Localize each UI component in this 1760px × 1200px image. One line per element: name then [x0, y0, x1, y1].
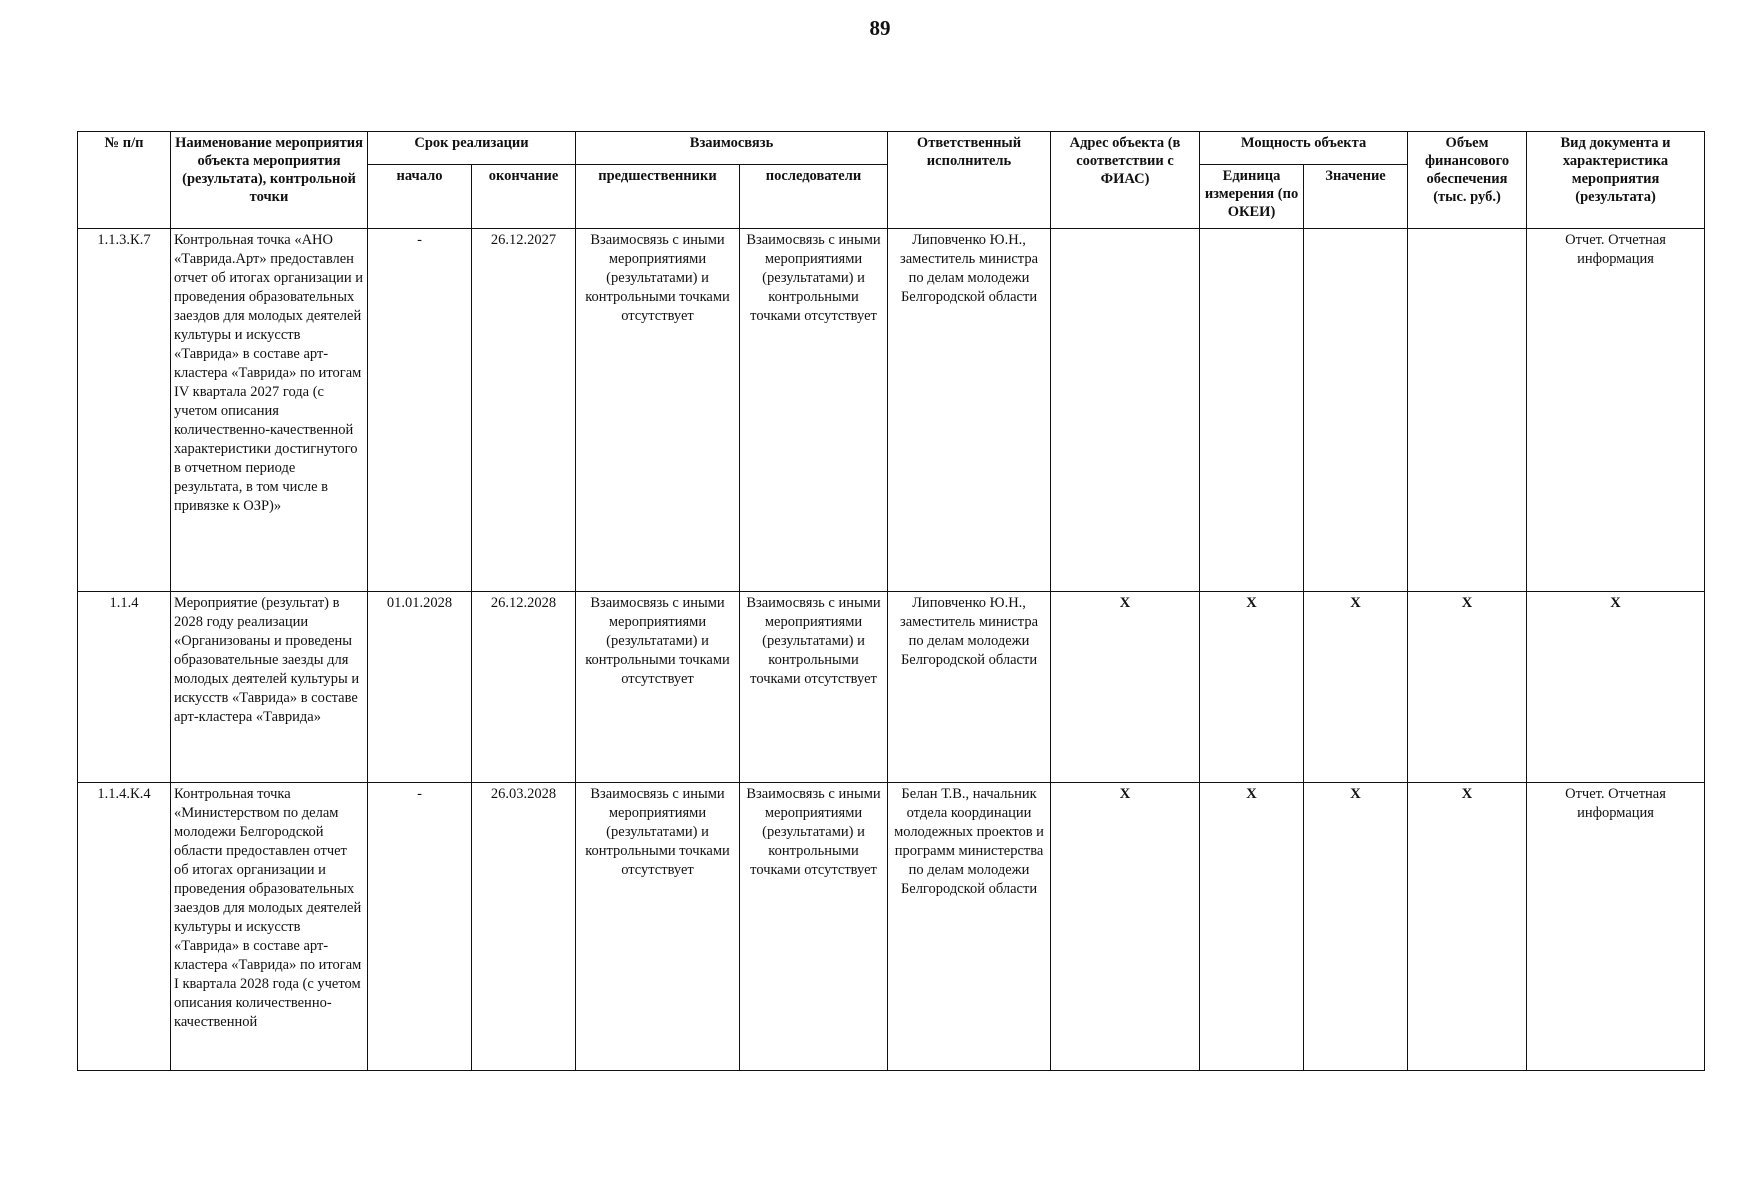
- row-successors: Взаимосвязь с иными мероприятиями (результатами) и контрольными точками отсутствует: [740, 229, 888, 592]
- row-address: X: [1051, 592, 1200, 783]
- plan-table: [77, 131, 1705, 1071]
- row-finance: X: [1408, 783, 1527, 1071]
- row-end: 26.12.2028: [472, 592, 576, 783]
- row-name: Мероприятие (результат) в 2028 году реализации «Организованы и проведены образовательные заезды для молодых деятелей культуры и искусств «Таврида» в составе арт-кластера «Таврида»: [171, 592, 368, 783]
- row-doc: Отчет. Отчетная информация: [1527, 229, 1705, 592]
- header-unit: Единица измерения (по ОКЕИ): [1200, 165, 1304, 229]
- header-relation: Взаимосвязь: [576, 132, 888, 165]
- header-end: окончание: [472, 165, 576, 229]
- header-finance: Объем финансового обеспечения (тыс. руб.): [1408, 132, 1527, 229]
- table-row: [78, 592, 1705, 783]
- row-start: -: [368, 229, 472, 592]
- header-start: начало: [368, 165, 472, 229]
- row-value: X: [1304, 592, 1408, 783]
- header-num: № п/п: [78, 132, 171, 229]
- row-doc: X: [1527, 592, 1705, 783]
- row-responsible: Липовченко Ю.Н., заместитель министра по делам молодежи Белгородской области: [888, 229, 1051, 592]
- row-predecessors: Взаимосвязь с иными мероприятиями (результатами) и контрольными точками отсутствует: [576, 783, 740, 1071]
- row-num: 1.1.3.К.7: [78, 229, 171, 592]
- row-value: X: [1304, 783, 1408, 1071]
- row-end: 26.03.2028: [472, 783, 576, 1071]
- row-responsible: Белан Т.В., начальник отдела координации молодежных проектов и программ министерства по делам молодежи Белгородской области: [888, 783, 1051, 1071]
- header-doc: Вид документа и характеристика мероприятия (результата): [1527, 132, 1705, 229]
- header-period: Срок реализации: [368, 132, 576, 165]
- row-unit: [1200, 229, 1304, 592]
- row-start: -: [368, 783, 472, 1071]
- header-predecessors: предшественники: [576, 165, 740, 229]
- row-finance: [1408, 229, 1527, 592]
- page-number: 89: [869, 16, 891, 40]
- header-capacity: Мощность объекта: [1200, 132, 1408, 165]
- row-num: 1.1.4: [78, 592, 171, 783]
- row-unit: X: [1200, 783, 1304, 1071]
- row-successors: Взаимосвязь с иными мероприятиями (результатами) и контрольными точками отсутствует: [740, 592, 888, 783]
- header-name: Наименование мероприятия объекта мероприятия (результата), контрольной точки: [171, 132, 368, 229]
- row-successors: Взаимосвязь с иными мероприятиями (результатами) и контрольными точками отсутствует: [740, 783, 888, 1071]
- row-name: Контрольная точка «Министерством по делам молодежи Белгородской области предоставлен отчет об итогах организации и проведения образовательных заездов для молодых деятелей культуры и искусств «Таврида» в составе арт-кластера «Таврида» по итогам I квартала 2028 года (с учетом описания количественно-качественной: [171, 783, 368, 1071]
- row-finance: X: [1408, 592, 1527, 783]
- header-responsible: Ответственный исполнитель: [888, 132, 1051, 229]
- row-value: [1304, 229, 1408, 592]
- table-row: [78, 783, 1705, 1071]
- row-name: Контрольная точка «АНО «Таврида.Арт» предоставлен отчет об итогах организации и проведения образовательных заездов для молодых деятелей культуры и искусств «Таврида» в составе арт-кластера «Таврида» по итогам IV квартала 2027 года (с учетом описания количественно-качественной характеристики достигнутого в отчетном периоде результата, в том числе в привязке к ОЗР)»: [171, 229, 368, 592]
- row-start: 01.01.2028: [368, 592, 472, 783]
- row-unit: X: [1200, 592, 1304, 783]
- row-address: [1051, 229, 1200, 592]
- row-predecessors: Взаимосвязь с иными мероприятиями (результатами) и контрольными точками отсутствует: [576, 592, 740, 783]
- header-value: Значение: [1304, 165, 1408, 229]
- row-end: 26.12.2027: [472, 229, 576, 592]
- row-predecessors: Взаимосвязь с иными мероприятиями (результатами) и контрольными точками отсутствует: [576, 229, 740, 592]
- table-row: [78, 229, 1705, 592]
- row-address: X: [1051, 783, 1200, 1071]
- header-address: Адрес объекта (в соответствии с ФИАС): [1051, 132, 1200, 229]
- row-responsible: Липовченко Ю.Н., заместитель министра по делам молодежи Белгородской области: [888, 592, 1051, 783]
- row-num: 1.1.4.К.4: [78, 783, 171, 1071]
- header-successors: последователи: [740, 165, 888, 229]
- row-doc: Отчет. Отчетная информация: [1527, 783, 1705, 1071]
